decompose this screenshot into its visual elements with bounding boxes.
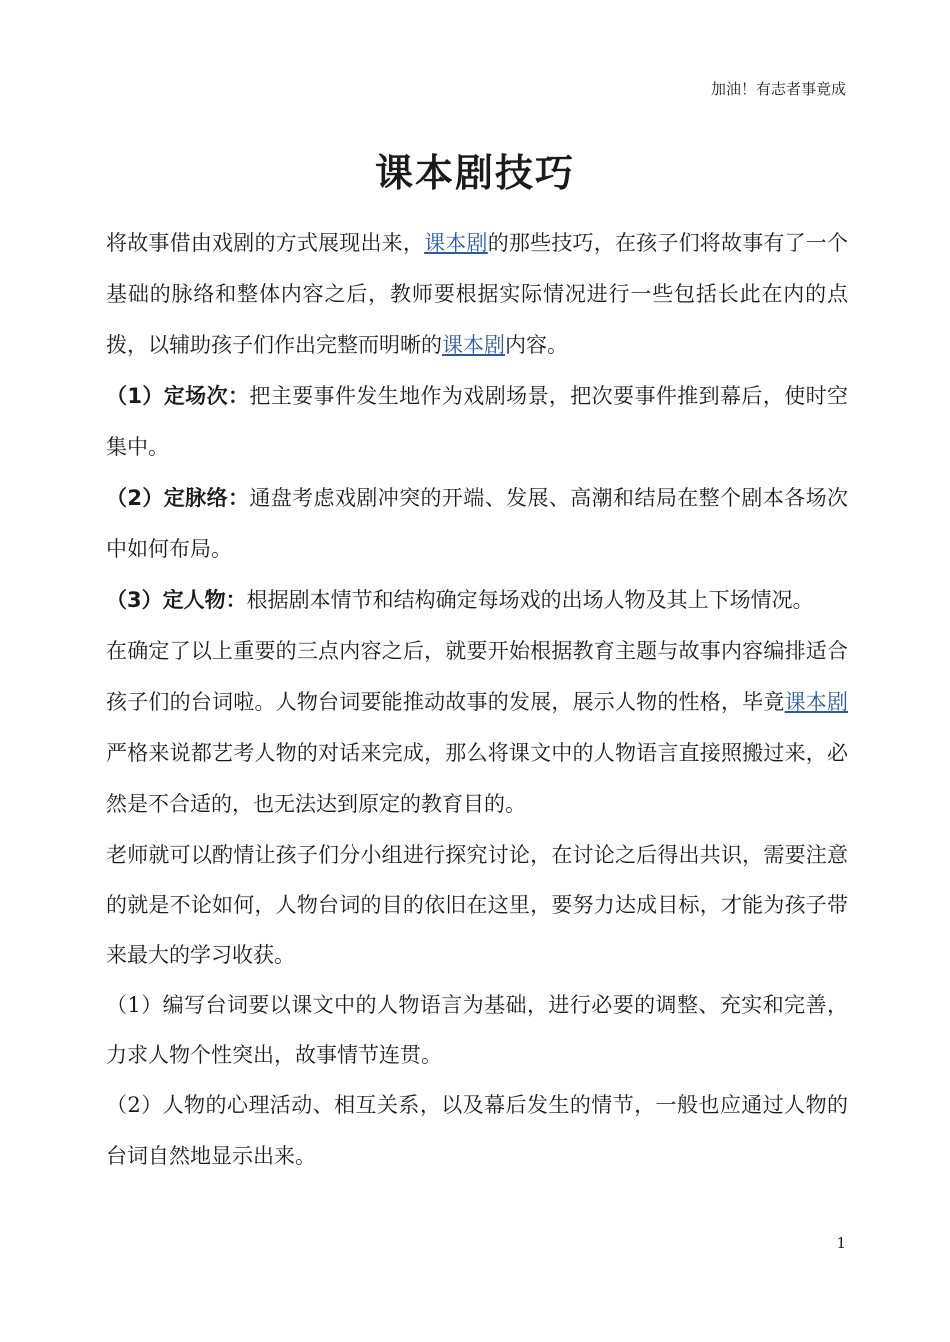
intro-text-1: 将故事借由戏剧的方式展现出来， <box>106 231 425 255</box>
kebenju-link-3[interactable]: 课本剧 <box>784 690 849 714</box>
intro-text-3: 内容。 <box>505 333 568 357</box>
point-3-text: 根据剧本情节和结构确定每场戏的出场人物及其上下场情况。 <box>246 588 814 612</box>
intro-paragraph <box>106 218 848 371</box>
paragraph-2 <box>106 626 848 830</box>
kebenju-link-2[interactable]: 课本剧 <box>442 333 505 357</box>
point-1-text: 把主要事件发生地作为戏剧场景，把次要事件推到幕后，使时空集中。 <box>106 384 848 459</box>
item-2: （2）人物的心理活动、相互关系，以及幕后发生的情节，一般也应通过人物的台词自然地显示出来。 <box>106 1093 848 1168</box>
paragraph-3: 老师就可以酌情让孩子们分小组进行探究讨论，在讨论之后得出共识，需要注意的就是不论如何，人物台词的目的依旧在这里，要努力达成目标，才能为孩子带来最大的学习收获。 <box>106 843 848 967</box>
para2-text-2: 严格来说都艺考人物的对话来完成，那么将课文中的人物语言直接照搬过来，必然是不合适的，也无法达到原定的教育目的。 <box>106 741 848 816</box>
intro-text-2: 的那些技巧，在孩子们将故事有了一个基础的脉络和整体内容之后，教师要根据实际情况进行一些包括长此在内的点拨，以辅助孩子们作出完整而明晰的 <box>106 231 849 357</box>
document-body <box>106 218 848 1182</box>
point-2 <box>106 473 848 575</box>
point-1-label: （1）定场次： <box>106 384 250 408</box>
point-3-label: （3）定人物： <box>106 588 247 612</box>
point-2-text: 通盘考虑戏剧冲突的开端、发展、高潮和结局在整个剧本各场次中如何布局。 <box>106 486 848 561</box>
point-3 <box>106 575 848 626</box>
kebenju-link-1[interactable]: 课本剧 <box>424 231 488 255</box>
page-number: 1 <box>836 1234 846 1252</box>
header-note: 加油！有志者事竟成 <box>710 80 846 98</box>
point-1 <box>106 371 848 473</box>
para2-text-1: 在确定了以上重要的三点内容之后，就要开始根据教育主题与故事内容编排适合孩子们的台词啦。人物台词要能推动故事的发展，展示人物的性格，毕竟 <box>106 639 848 714</box>
point-2-label: （2）定脉络： <box>106 486 250 510</box>
page-title: 课本剧技巧 <box>374 150 575 195</box>
item-1: （1）编写台词要以课文中的人物语言为基础，进行必要的调整、充实和完善，力求人物个性突出，故事情节连贯。 <box>106 993 848 1067</box>
